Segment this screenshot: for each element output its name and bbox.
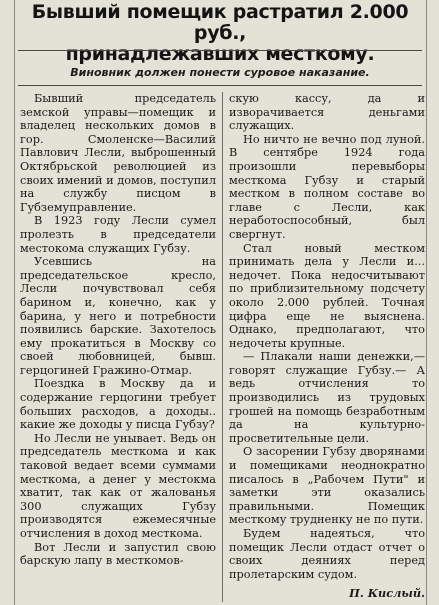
paragraph: Усевшись на председательское кресло, Лесли почувствовал себя барином и, конечно, как у барина, у него и потребности появились барские. Захотелось ему прокатиться в Москву со своей любовницей, бывш. герцогиней Гражино-Отмар. <box>20 255 216 377</box>
paragraph: Но ничто не вечно под луной. В сентябре 1924 года произошли перевыборы месткома Губзу и старый местком в полном составе во главе с Лесли, как неработоспособный, был свергнут. <box>229 132 425 241</box>
paragraph: Будем надеяться, что помещик Лесли отдаст отчет о своих деяниях перед пролетарским судом. <box>229 527 425 581</box>
paragraph: Бывший председатель земской управы—помещик и владелец нескольких домов в гор. Смоленске—Василий Павлович Лесли, выброшенный Октябрьской революцией из своих имений и домов, поступил на службу писцом в Губземуправление. <box>20 92 216 214</box>
paragraph: Поездка в Москву да и содержание герцогини требует больших расходов, а доходы.. какие же доходы у писца Губзу? <box>20 377 216 432</box>
column-divider <box>222 92 223 602</box>
paragraph: В 1923 году Лесли сумел пролезть в председатели местокома служащих Губзу. <box>20 214 216 255</box>
paragraph: Вот Лесли и запустил свою барскую лапу в месткомов- <box>20 540 216 568</box>
headline-rule <box>18 50 422 51</box>
article-column-left <box>20 92 216 568</box>
paragraph: скую кассу, да и изворачивается деньгами служащих. <box>229 92 425 133</box>
article-headline <box>16 2 424 65</box>
paragraph: О засорении Губзу дворянами и помещиками неоднократно писалось в „Рабочем Пути" и заметки эти оказались правильными. Помещик месткому трудненку не по пути. <box>229 445 425 527</box>
paragraph: Стал новый местком принимать дела у Лесли и... недочет. Пока недосчитывают по приблизительному подсчету около 2.000 рублей. Точная цифра еще не выяснена. Однако, предполагают, что недочеты крупные. <box>229 241 425 350</box>
paragraph: — Плакали наши денежки,—говорят служащие Губзу.— А ведь отчисления то производились из трудовых грошей на помощь безработным да на культурно-просветительные цели. <box>229 350 425 445</box>
subhead-rule <box>18 85 422 86</box>
article-subhead: Виновник должен понести суровое наказание. <box>70 66 370 79</box>
article-column-right <box>229 92 425 601</box>
right-margin-fragment <box>426 0 439 605</box>
left-margin-fragment <box>0 0 15 605</box>
headline-line-1: Бывший помещик растратил 2.000 руб., <box>31 1 409 44</box>
headline-line-2: принадлежавших месткому. <box>65 43 375 65</box>
author-signature: П. Кислый. <box>349 586 425 601</box>
paragraph: Но Лесли не унывает. Ведь он председатель месткома и как таковой ведает всеми суммами месткома, а денег у местокма хватит, так как от жалованья 300 служащих Губзу производятся ежемесячные отчисления в доход месткома. <box>20 431 216 540</box>
